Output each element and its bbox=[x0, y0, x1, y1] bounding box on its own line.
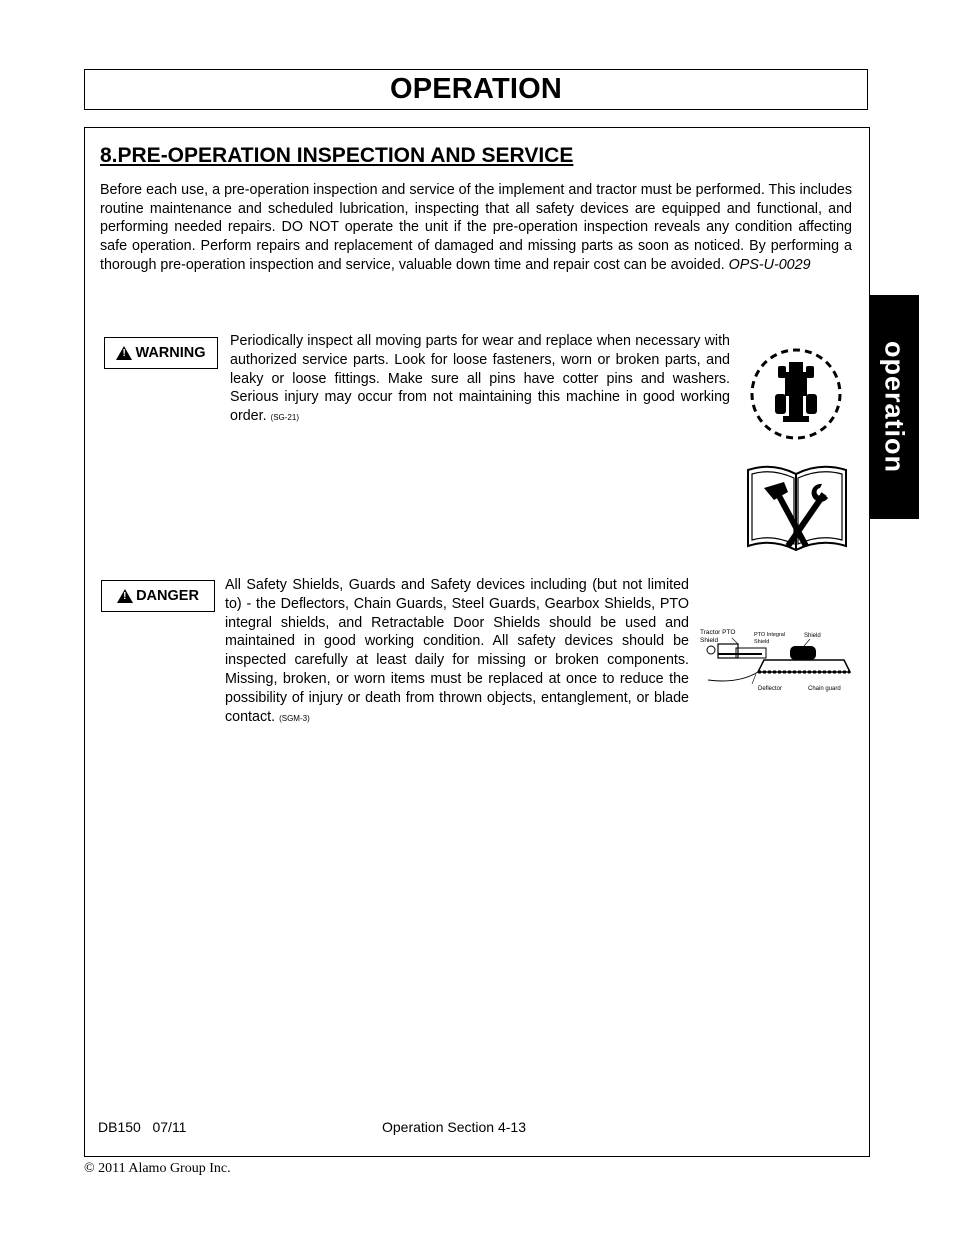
danger-code: (SGM-3) bbox=[279, 713, 310, 723]
copyright: © 2011 Alamo Group Inc. bbox=[84, 1161, 231, 1176]
danger-label bbox=[101, 580, 215, 612]
label-shield-a: Shield bbox=[700, 637, 719, 644]
intro-paragraph bbox=[100, 181, 852, 275]
intro-text: Before each use, a pre-operation inspection and service of the implement and tractor must be performed. This includes routine maintenance and scheduled lubrication, inspecting that all safety devices are equipped and functional, and performing needed repairs. DO NOT operate the unit if the pre-operation inspection reveals any condition affecting safe operation. Perform repairs and replacement of damaged and missing parts as soon as noticed. By performing a thorough pre-operation inspection and service, valuable down time and repair cost can be avoided. bbox=[100, 182, 852, 273]
warning-label-text: WARNING bbox=[135, 345, 206, 361]
footer-model: DB150 07/11 bbox=[98, 1119, 187, 1135]
label-deflector: Deflector bbox=[758, 686, 783, 692]
shields-diagram bbox=[698, 624, 854, 696]
section-heading: 8.PRE-OPERATION INSPECTION AND SERVICE bbox=[100, 144, 574, 167]
warning-code: (SG-21) bbox=[270, 413, 299, 423]
tractor-inspection-icon bbox=[745, 344, 847, 444]
header-box bbox=[84, 69, 868, 110]
label-shield-b: Shield bbox=[754, 639, 770, 645]
label-tractor-pto: Tractor PTO bbox=[700, 629, 736, 636]
danger-label-text: DANGER bbox=[136, 588, 199, 604]
label-shield-c: Shield bbox=[804, 633, 821, 639]
intro-reference: OPS-U-0029 bbox=[728, 256, 811, 273]
danger-text-block bbox=[225, 576, 689, 728]
warning-text: Periodically inspect all moving parts for wear and replace when necessary with authorized service parts. Look for loose fasteners, worn or broken parts, and leaky or loose fittings. Make sure all pins have cotter pins and washers. Serious injury may occur from not maintaining this machine in good working order. bbox=[230, 333, 730, 425]
label-chain-guard: Chain guard bbox=[808, 686, 841, 692]
page-header-title: OPERATION bbox=[389, 73, 563, 105]
warning-label bbox=[104, 337, 218, 369]
danger-text: All Safety Shields, Guards and Safety devices including (but not limited to) - the Deflectors, Chain Guards, Steel Guards, Gearbox Shields, PTO integral shields, and Retractable Door Shields should be used and maintained in good working condition. All safety devices should be inspected carefully at least daily for missing or broken components. Missing, broken, or worn items must be replaced at once to reduce the possibility of injury or death from thrown objects, entanglement, or blade contact. bbox=[225, 577, 689, 725]
label-pto-integral: PTO Integral bbox=[754, 632, 786, 638]
side-tab-label: operation bbox=[879, 340, 910, 473]
danger-triangle-icon bbox=[117, 589, 133, 603]
warning-triangle-icon bbox=[116, 346, 132, 360]
footer-page-number: Operation Section 4-13 bbox=[382, 1119, 526, 1135]
section-side-tab bbox=[869, 295, 919, 519]
manual-tools-icon bbox=[744, 460, 850, 552]
warning-text-block bbox=[230, 332, 730, 428]
